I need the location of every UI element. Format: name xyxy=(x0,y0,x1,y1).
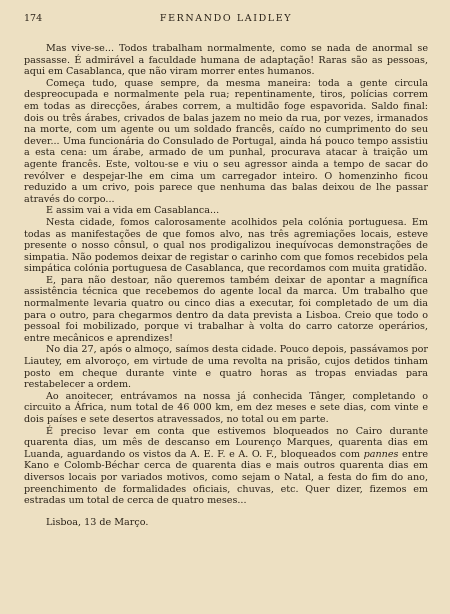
paragraph: Começa tudo, quase sempre, da mesma maneira: toda a gente circula despreocupada e normalmente pela rua; repentinamente, tiros, polícias correm em todas as direcções, árabes correm, a multidão foge espavorida. Saldo final: dois ou três árabes, crivados de balas jazem no meio da rua, por vezes, irmanados na morte, com um agente ou um soldado francês, caído no cumprimento do seu dever... Uma funcionária do Consulado de Portugal, ainda há pouco tempo assistiu a esta cena: um árabe, armado de um punhal, procurava atacar à traição um agente francês. Este, voltou-se e viu o seu agressor ainda a tempo de sacar do revólver e despejar-lhe em cima um carregador inteiro. O homenzinho ficou reduzido a um crivo, pois parece que nenhuma das balas deixou de lhe passar através do corpo... xyxy=(24,77,428,205)
paragraph-text: É preciso levar em conta que estivemos bloqueados no Cairo durante quarenta dias, um mês de descanso em Lourenço Marques, quarenta dias em Luanda, aguardando os vistos da A. E. F. e A. O. F., bloqueados com xyxy=(24,425,428,460)
signoff-dateline: Lisboa, 13 de Março. xyxy=(46,516,149,528)
paragraph: No dia 27, após o almoço, saímos desta cidade. Pouco depois, passávamos por Liautey, em alvoroço, em virtude de uma revolta na prisão, cujos detidos tinham posto em cheque durante vinte e quatro horas as tropas enviadas para restabelecer a ordem. xyxy=(24,344,428,391)
body-text xyxy=(24,43,428,507)
paragraph-text: entre Kano e Colomb-Béchar cerca de quarenta dias e mais outros quarenta dias em diversos locais por variados motivos, como sejam o Natal, a festa do fim do ano, preenchimento de formalidades oficiais, chuvas, etc. Quer dizer, fizemos em estradas um total de cerca de quatro meses... xyxy=(24,448,428,507)
running-head: FERNANDO LAIDLEY xyxy=(159,13,293,24)
page-header xyxy=(24,13,428,29)
paragraph: Mas vive-se... Todos trabalham normalmente, como se nada de anormal se passasse. É admirável a faculdade humana de adaptação! Raras são as pessoas, aqui em Casablanca, que não viram morrer entes humanos. xyxy=(24,43,428,78)
page-number: 174 xyxy=(24,13,43,24)
paragraph-final xyxy=(24,426,428,507)
paragraph: Nesta cidade, fomos calorosamente acolhidos pela colónia portuguesa. Em todas as manifestações de que fomos alvo, nas três agremiações locais, esteve presente o nosso cônsul, o qual nos prodigalizou inequívocas demonstrações de simpatia. Não podemos deixar de registar o carinho com que fomos recebidos pela simpática colónia portuguesa de Casablanca, que recordamos com muita gratidão. xyxy=(24,216,428,275)
paragraph: E assim vai a vida em Casablanca... xyxy=(46,205,220,217)
italic-word: pannes xyxy=(363,448,399,460)
paragraph: E, para não destoar, não queremos também deixar de apontar a magnífica assistência técnica que recebemos do agente local da marca. Um trabalho que normalmente levaria quatro ou cinco dias a executar, foi completado de um dia para o outro, para chegarmos dentro da data prevista a Lisboa. Creio que todo o pessoal foi mobilizado, porque vi trabalhar à volta do carro catorze operários, entre mecânicos e aprendizes! xyxy=(24,274,428,344)
paragraph: Ao anoitecer, entrávamos na nossa já conhecida Tânger, completando o circuito a África, num total de 46 000 km, em dez meses e sete dias, com vinte e dois países e sete desertos atravessados, no total ou em parte. xyxy=(24,390,428,425)
